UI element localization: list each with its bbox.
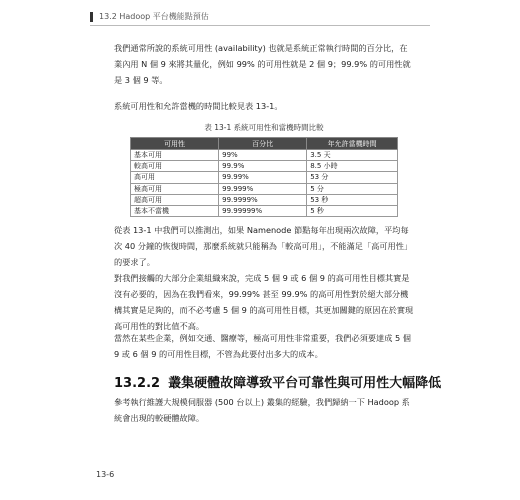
- table-cell: 99.9999%: [219, 194, 307, 205]
- page-number: 13-6: [96, 470, 115, 479]
- running-header: [90, 11, 209, 22]
- paragraph-namenode: 從表 13-1 中我們可以推測出，如果 Namenode 節點每年出現兩次故障，平均每次 40 分鐘的恢復時間，那麼系統就只能稱為「較高可用」，不能滿足「高可用性」的要求了。: [114, 225, 413, 267]
- section-number: 13.2.2: [114, 376, 161, 391]
- column-header: 年允許當機時間: [307, 138, 398, 150]
- table-cell: 基本不當機: [131, 205, 219, 216]
- column-header: 百分比: [219, 138, 307, 150]
- paragraph-availability: 我們通常所說的系統可用性 (availability) 也就是系統正常執行時間的百分比，在業內用 N 個 9 來將其量化，例如 99% 的可用性就是 2 個 9；99.9% 的可用性就是 3 個 9 等。: [114, 43, 411, 85]
- table-cell: 5 秒: [307, 205, 398, 216]
- table-cell: 極高可用: [131, 183, 219, 194]
- table-cell: 53 分: [307, 172, 398, 183]
- table-cell: 高可用: [131, 172, 219, 183]
- table-cell: 8.5 小時: [307, 161, 398, 172]
- table-row: [131, 161, 398, 172]
- table-row: [131, 150, 398, 161]
- table-cell: 5 分: [307, 183, 398, 194]
- paragraph-critical-industries: 當然在某些企業，例如交通、醫療等，極高可用性非常重要，我們必須要達成 5 個 9 或 6 個 9 的可用性目標，不管為此要付出多大的成本。: [114, 333, 411, 359]
- section-heading: [114, 372, 441, 391]
- paragraph-hardware: 參考執行維護大規模伺服器 (500 台以上) 叢集的經驗，我們歸納一下 Hadoop 系統會出現的較硬體故障。: [114, 397, 410, 423]
- table-cell: 99.99999%: [219, 205, 307, 216]
- header-rule: [90, 25, 430, 26]
- table-row: [131, 194, 398, 205]
- header-title: 13.2 Hadoop 平台機能點預估: [99, 12, 209, 21]
- table-row: [131, 205, 398, 216]
- table-cell: 基本可用: [131, 150, 219, 161]
- table-cell: 3.5 天: [307, 150, 398, 161]
- table-row: [131, 172, 398, 183]
- table-cell: 99.99%: [219, 172, 307, 183]
- paragraph-table-intro: 系統可用性和允許當機的時間比較見表 13-1。: [114, 101, 283, 111]
- paragraph-enterprise: 對我們接觸的大部分企業組織來說，完成 5 個 9 或 6 個 9 的高可用性目標其實是沒有必要的，因為在我們看來，99.99% 甚至 99.9% 的高可用性對於絕大部分機構其實是足夠的，而不必考慮 5 個 9 的高可用性目標，其更加關鍵的原因在於實現高可用性的對比值不高。: [114, 273, 414, 331]
- table-caption: 表 13-1 系統可用性和當機時間比較: [204, 123, 324, 132]
- table-cell: 53 秒: [307, 194, 398, 205]
- table-header-row: [131, 138, 398, 150]
- table-cell: 99.999%: [219, 183, 307, 194]
- table-cell: 較高可用: [131, 161, 219, 172]
- availability-table: [130, 137, 398, 217]
- table-cell: 99%: [219, 150, 307, 161]
- section-title: 叢集硬體故障導致平台可靠性與可用性大幅降低: [168, 376, 442, 391]
- table-cell: 99.9%: [219, 161, 307, 172]
- column-header: 可用性: [131, 138, 219, 150]
- table-row: [131, 183, 398, 194]
- table-cell: 超高可用: [131, 194, 219, 205]
- header-marker: [90, 12, 93, 22]
